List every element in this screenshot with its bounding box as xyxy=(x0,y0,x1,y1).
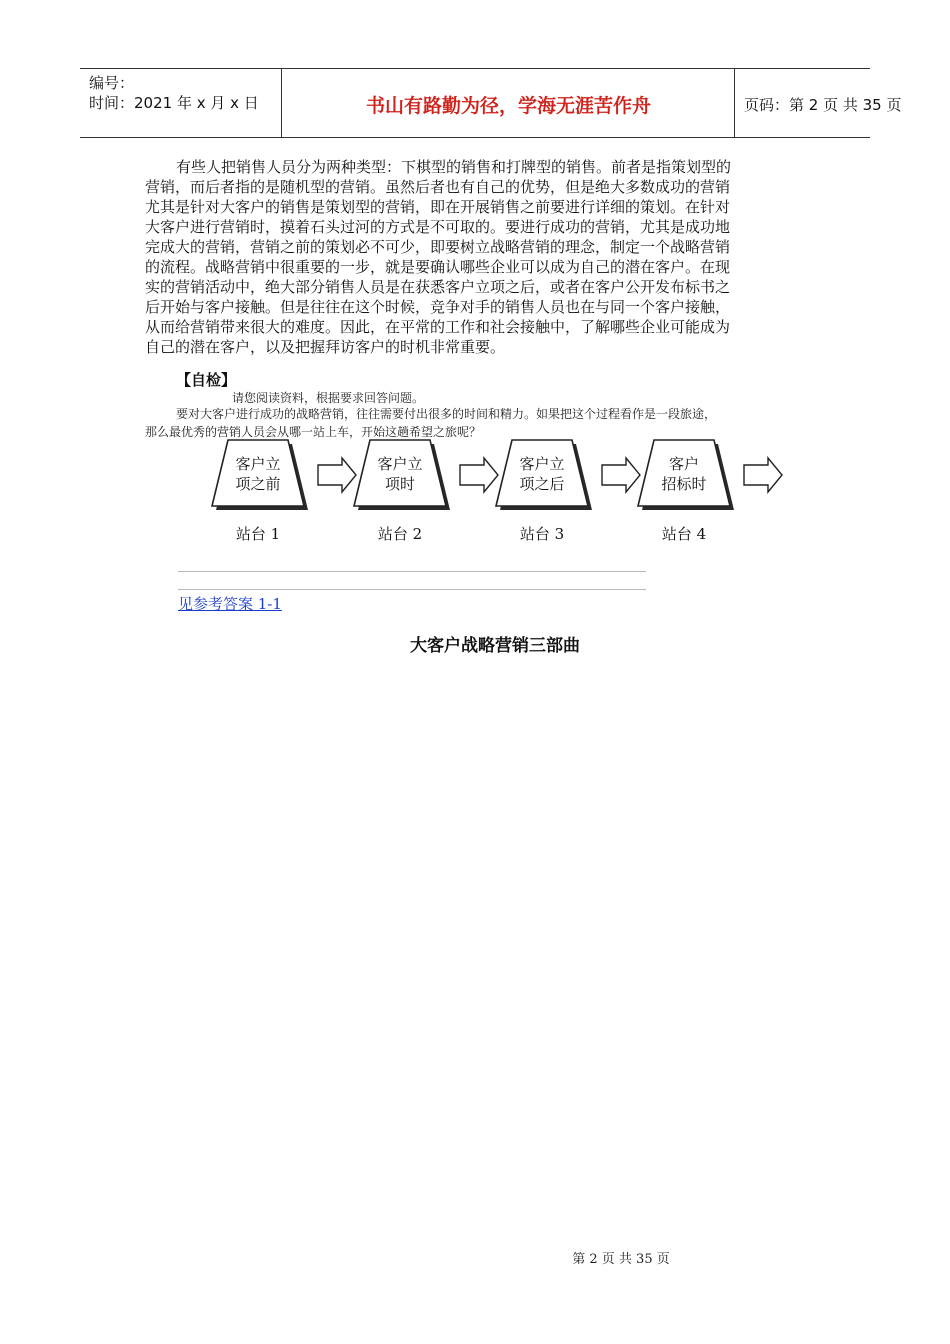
station-box xyxy=(354,440,446,506)
station-text-line2: 项之后 xyxy=(519,475,565,493)
station-text-line2: 项时 xyxy=(384,475,416,493)
station-label: 站台 2 xyxy=(377,525,423,543)
motto: 书山有路勤为径，学海无涯苦作舟 xyxy=(365,95,651,117)
date-label: 时间：2021 年 x 月 x 日 xyxy=(89,94,259,112)
divider-line xyxy=(178,571,646,572)
paragraph-line: 完成大的营销，营销之前的策划必不可少，即要树立战略营销的理念，制定一个战略营销 xyxy=(145,238,731,256)
page-info: 页码：第 2 页 共 35 页 xyxy=(744,96,902,114)
self-check-title: 【自检】 xyxy=(176,371,237,389)
station-text-line1: 客户立 xyxy=(377,455,423,473)
header-meta-cell xyxy=(80,69,282,137)
station-3 xyxy=(496,440,592,543)
arrow-right-icon xyxy=(744,458,782,492)
station-text-line1: 客户立 xyxy=(519,455,565,473)
header-page-cell xyxy=(735,69,902,137)
station-box xyxy=(638,440,730,506)
section-title: 大客户战略营销三部曲 xyxy=(410,636,580,656)
station-1 xyxy=(212,440,308,543)
divider-line xyxy=(178,589,646,590)
station-label: 站台 1 xyxy=(235,525,281,543)
page-footer: 第 2 页 共 35 页 xyxy=(572,1252,670,1267)
station-box xyxy=(212,440,304,506)
header-motto-cell xyxy=(282,69,735,137)
paragraph-line: 从而给营销带来很大的难度。因此，在平常的工作和社会接触中，了解哪些企业可能成为 xyxy=(145,318,731,336)
answer-reference-link[interactable]: 见参考答案 1-1 xyxy=(178,595,282,613)
body-paragraph xyxy=(145,157,807,357)
paragraph-line: 的流程。战略营销中很重要的一步，就是要确认哪些企业可以成为自己的潜在客户。在现 xyxy=(145,258,731,276)
paragraph-line: 有些人把销售人员分为两种类型：下棋型的销售和打牌型的销售。前者是指策划型的 xyxy=(176,158,732,176)
paragraph-line: 营销，而后者指的是随机型的营销。虽然后者也有自己的优势，但是绝大多数成功的营销 xyxy=(145,178,731,196)
station-2 xyxy=(354,440,450,543)
station-text-line1: 客户 xyxy=(668,455,700,473)
station-text-line2: 项之前 xyxy=(235,475,281,493)
station-box xyxy=(496,440,588,506)
paragraph-line: 后开始与客户接触。但是往往在这个时候，竞争对手的销售人员也在与同一个客户接触， xyxy=(145,298,731,316)
paragraph-line: 尤其是针对大客户的销售是策划型的营销，即在开展销售之前要进行详细的策划。在针对 xyxy=(145,198,731,216)
question-line: 那么最优秀的营销人员会从哪一站上车，开始这趟希望之旅呢？ xyxy=(145,425,482,439)
station-label: 站台 3 xyxy=(519,525,565,543)
station-text-line2: 招标时 xyxy=(661,475,707,493)
paragraph-line: 自己的潜在客户，以及把握拜访客户的时机非常重要。 xyxy=(145,338,506,356)
station-text-line1: 客户立 xyxy=(235,455,281,473)
arrow-right-icon xyxy=(602,458,640,492)
self-check-question xyxy=(145,405,825,441)
station-label: 站台 4 xyxy=(661,525,707,543)
self-check-instruction: 请您阅读资料，根据要求回答问题。 xyxy=(232,391,425,405)
number-label: 编号： xyxy=(89,74,135,92)
arrow-right-icon xyxy=(460,458,498,492)
paragraph-line: 实的营销活动中，绝大部分销售人员是在获悉客户立项之后，或者在客户公开发布标书之 xyxy=(145,278,731,296)
header-table xyxy=(80,68,902,138)
question-line: 要对大客户进行成功的战略营销，往往需要付出很多的时间和精力。如果把这个过程看作是一段旅途， xyxy=(176,407,717,421)
paragraph-line: 大客户进行营销时，摸着石头过河的方式是不可取的。要进行成功的营销，尤其是成功地 xyxy=(145,218,731,236)
station-diagram xyxy=(200,438,790,558)
arrow-right-icon xyxy=(318,458,356,492)
station-4 xyxy=(638,440,734,543)
